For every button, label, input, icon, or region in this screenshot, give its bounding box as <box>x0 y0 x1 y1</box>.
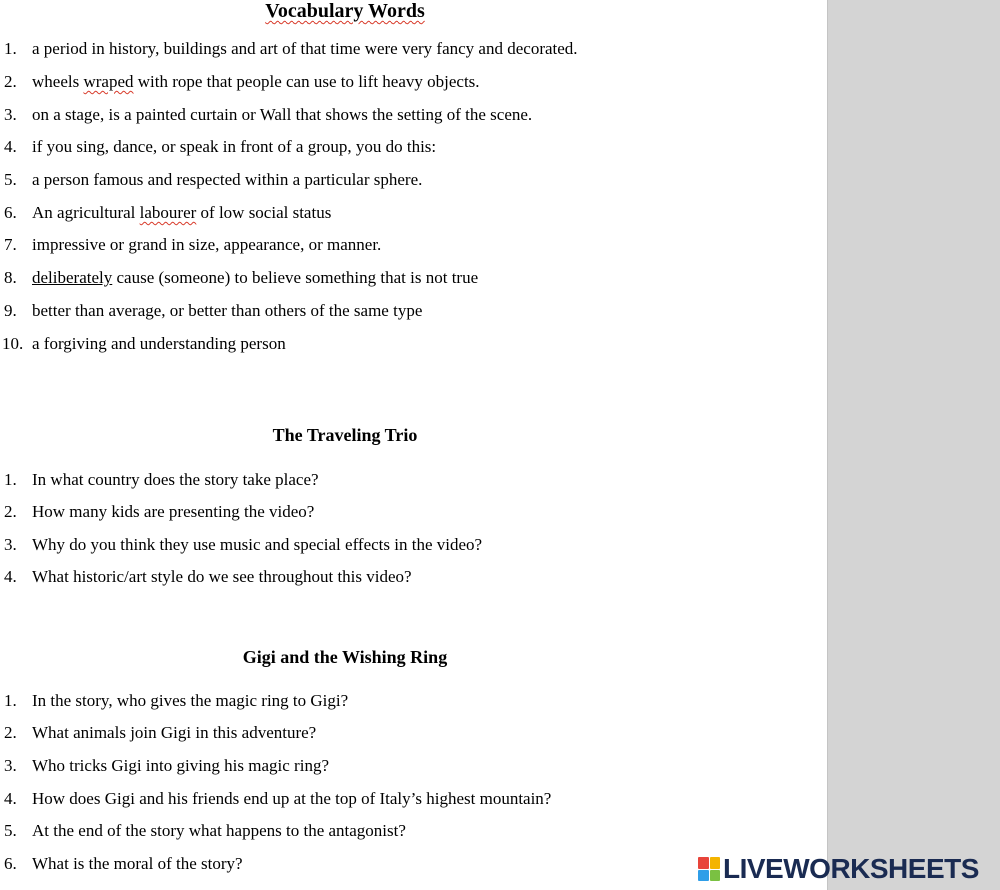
question-number: 3. <box>4 756 17 775</box>
question-item <box>0 500 700 524</box>
vocab-item-text <box>32 70 480 94</box>
question-item <box>0 689 700 713</box>
question-text: In what country does the story take place? <box>32 470 319 489</box>
question-text: What is the moral of the story? <box>32 854 243 873</box>
question-number: 2. <box>4 723 17 742</box>
vocab-item <box>0 332 700 356</box>
gigi-heading: Gigi and the Wishing Ring <box>242 647 448 667</box>
question-item <box>0 533 700 557</box>
vocab-item-text <box>32 299 422 323</box>
misspelled-word[interactable]: wraped <box>83 72 134 91</box>
vocab-item-text-part: of low social status <box>196 203 332 222</box>
vocab-item-text <box>32 233 381 257</box>
vocab-item-number: 9. <box>4 301 17 320</box>
question-text: What historic/art style do we see throughout this video? <box>32 567 412 586</box>
logo-tile-l <box>698 857 709 869</box>
vocab-item <box>0 266 700 290</box>
logo-tile-v <box>698 870 709 882</box>
underlined-word: deliberately <box>32 268 113 287</box>
vocab-item-text <box>32 135 436 159</box>
vocab-item-number: 7. <box>4 235 17 254</box>
vocab-item-text <box>32 168 422 192</box>
question-number: 1. <box>4 691 17 710</box>
question-text: How does Gigi and his friends end up at the top of Italy’s highest mountain? <box>32 789 552 808</box>
vocab-item-number: 1. <box>4 39 17 58</box>
vocab-item-text <box>32 266 478 290</box>
liveworksheets-logo-icon <box>698 857 720 881</box>
vocab-item <box>0 299 700 323</box>
trio-heading: The Traveling Trio <box>272 425 418 445</box>
vocab-item-number: 4. <box>4 137 17 156</box>
vocab-item-text-part: wheels <box>32 72 84 91</box>
vocab-item <box>0 168 700 192</box>
question-text: In the story, who gives the magic ring to Gigi? <box>32 691 349 710</box>
question-item <box>0 819 700 843</box>
vocab-item <box>0 135 700 159</box>
liveworksheets-logo-text: LIVEWORKSHEETS <box>723 853 979 884</box>
question-item <box>0 565 700 589</box>
question-number: 5. <box>4 821 17 840</box>
question-number: 6. <box>4 854 17 873</box>
vocab-item <box>0 37 700 61</box>
question-item <box>0 787 700 811</box>
vocab-item-text <box>32 103 532 127</box>
question-text: How many kids are presenting the video? <box>32 502 315 521</box>
vocab-item-number: 8. <box>4 268 17 287</box>
vocab-item-text <box>32 332 286 356</box>
vocab-item-text-part: cause (someone) to believe something that is not true <box>112 268 479 287</box>
vocab-item <box>0 201 700 225</box>
vocab-item <box>0 233 700 257</box>
question-number: 2. <box>4 502 17 521</box>
vocab-item-text-part: better than average, or better than others of the same type <box>32 301 423 320</box>
question-text: At the end of the story what happens to the antagonist? <box>32 821 406 840</box>
vocab-item <box>0 70 700 94</box>
question-item <box>0 754 700 778</box>
vocab-item-text <box>32 201 331 225</box>
question-number: 4. <box>4 567 17 586</box>
vocab-item <box>0 103 700 127</box>
question-item <box>0 852 700 876</box>
vocab-item-number: 10. <box>2 334 24 353</box>
question-number: 1. <box>4 470 17 489</box>
vocab-item-text-part: with rope that people can use to lift heavy objects. <box>133 72 480 91</box>
question-text: What animals join Gigi in this adventure? <box>32 723 317 742</box>
logo-tile-i <box>710 857 721 869</box>
question-text: Why do you think they use music and special effects in the video? <box>32 535 483 554</box>
question-item <box>0 468 700 492</box>
liveworksheets-logo[interactable] <box>698 852 998 886</box>
logo-tile-e <box>710 870 721 882</box>
vocab-item-text-part: a person famous and respected within a particular sphere. <box>32 170 423 189</box>
vocab-item-text-part: impressive or grand in size, appearance, or manner. <box>32 235 382 254</box>
vocab-item-text-part: a forgiving and understanding person <box>32 334 286 353</box>
vocab-item-text <box>32 37 578 61</box>
question-number: 3. <box>4 535 17 554</box>
page-edge <box>827 0 828 890</box>
vocab-item-text-part: An agricultural <box>32 203 140 222</box>
vocab-item-text-part: if you sing, dance, or speak in front of a group, you do this: <box>32 137 437 156</box>
vocabulary-heading <box>0 0 690 22</box>
vocab-item-number: 6. <box>4 203 17 222</box>
vocabulary-title: Vocabulary Words <box>265 0 425 22</box>
question-item <box>0 721 700 745</box>
vocab-item-number: 3. <box>4 105 17 124</box>
misspelled-word[interactable]: labourer <box>139 203 197 222</box>
vocab-item-number: 2. <box>4 72 17 91</box>
question-text: Who tricks Gigi into giving his magic ring? <box>32 756 329 775</box>
vocab-item-number: 5. <box>4 170 17 189</box>
vocab-item-text-part: on a stage, is a painted curtain or Wall that shows the setting of the scene. <box>32 105 533 124</box>
vocab-item-text-part: a period in history, buildings and art of that time were very fancy and decorated. <box>32 39 578 58</box>
question-number: 4. <box>4 789 17 808</box>
